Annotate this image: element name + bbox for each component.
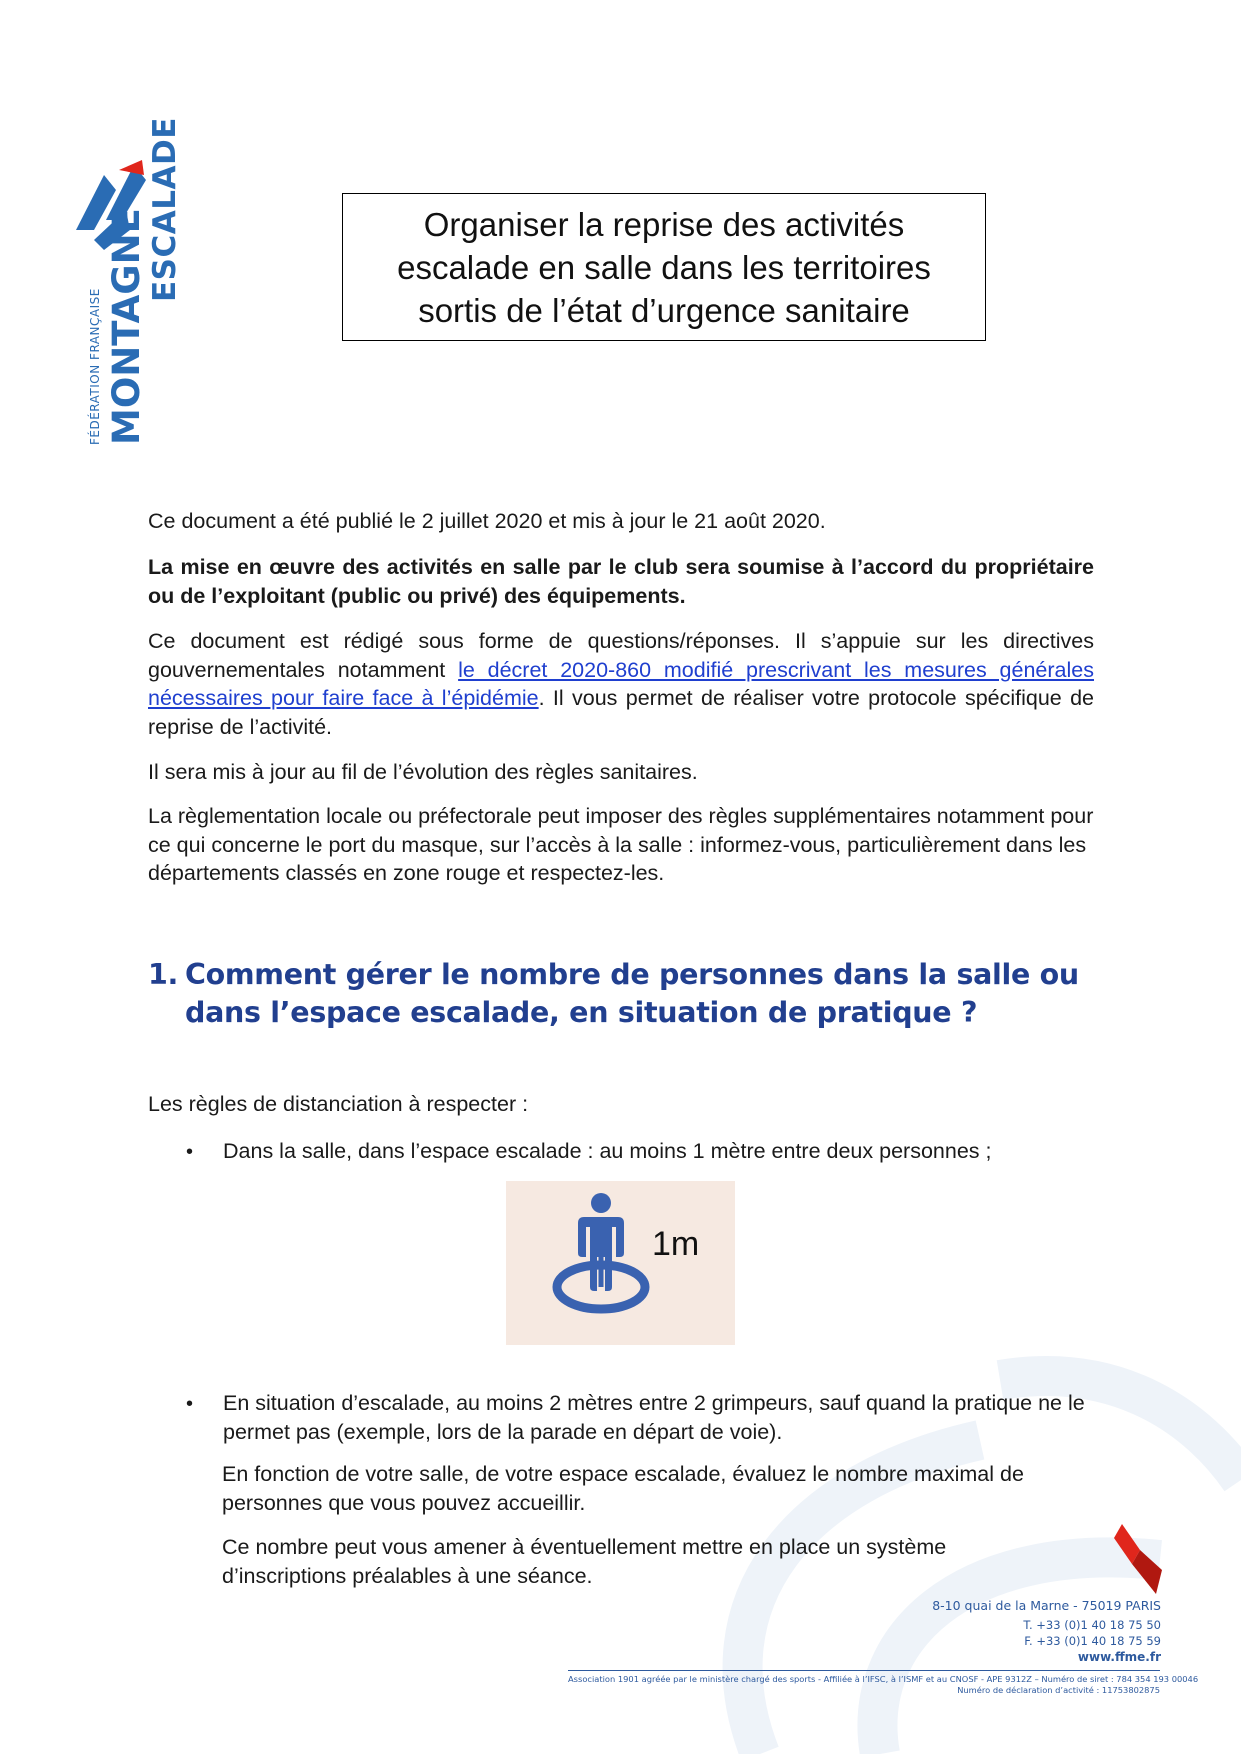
intro-text-before: Ce document est rédigé sous forme de questions/réponses. Il s’appuie sur les directives gouvernementales notamment — [148, 629, 1094, 682]
footer-legal-line-2: Numéro de déclaration d’activité : 11753802875 — [957, 1685, 1160, 1695]
distancing-rules-intro: Les règles de distanciation à respecter : — [148, 1092, 529, 1116]
ffme-logo — [64, 80, 184, 450]
warning-paragraph: La mise en œuvre des activités en salle par le club sera soumise à l’accord du propriétaire ou de l’exploitant (public ou privé) des équipements. — [148, 555, 1094, 608]
section-1-heading — [148, 956, 1098, 1032]
distance-label: 1m — [652, 1225, 700, 1263]
title-line-3: sortis de l’état d’urgence sanitaire — [418, 291, 910, 329]
bullet-item-1: Dans la salle, dans l’espace escalade : au moins 1 mètre entre deux personnes ; — [223, 1139, 992, 1163]
footer-website[interactable]: www.ffme.fr — [1077, 1650, 1161, 1664]
footer-address: 8-10 quai de la Marne - 75019 PARIS — [932, 1598, 1161, 1613]
decree-link[interactable]: le décret 2020-860 modifié prescrivant les mesures générales nécessaires pour faire face à l’épidémie — [148, 657, 1094, 710]
footer-divider — [568, 1670, 1160, 1671]
distance-illustration — [506, 1181, 735, 1345]
footer-fax: F. +33 (0)1 40 18 75 59 — [1024, 1634, 1161, 1648]
logo-line2: MONTAGNE — [105, 208, 148, 445]
bullet-dot-icon: • — [186, 1393, 194, 1415]
title-line-2: escalade en salle dans les territoires — [397, 248, 931, 286]
section-1-title: Comment gérer le nombre de personnes dans la salle ou dans l’espace escalade, en situation de pratique ? — [185, 958, 1079, 1029]
intro-paragraph — [148, 627, 1094, 741]
bullet-dot-icon: • — [186, 1141, 194, 1163]
intro-text-after: . Il vous permet de réaliser votre protocole spécifique de reprise de l’activité. — [148, 686, 1095, 739]
person-distance-icon — [506, 1181, 735, 1345]
local-rules-paragraph: La règlementation locale ou préfectorale peut imposer des règles supplémentaires notamment pour ce qui concerne le port du masque, sur l’accès à la salle : informez-vous, particulièrement dans les départements classés en zone rouge et respectez-les. — [148, 804, 1094, 885]
publication-note: Ce document a été publié le 2 juillet 2020 et mis à jour le 21 août 2020. — [148, 509, 826, 533]
capacity-paragraph: En fonction de votre salle, de votre espace escalade, évaluez le nombre maximal de personnes que vous pouvez accueillir. — [222, 1462, 1024, 1515]
ffme-footer-mark-icon — [1114, 1524, 1164, 1594]
logo-line1: FÉDÉRATION FRANÇAISE — [88, 288, 102, 445]
title-line-1: Organiser la reprise des activités — [423, 205, 905, 243]
bullet-item-2: En situation d’escalade, au moins 2 mètres entre 2 grimpeurs, sauf quand la pratique ne le permet pas (exemple, lors de la parade en départ de voie). — [223, 1391, 1085, 1444]
footer-phone: T. +33 (0)1 40 18 75 50 — [1023, 1618, 1161, 1632]
logo-line3: ESCALADE — [147, 117, 183, 302]
footer-legal-line-1: Association 1901 agréée par le ministère chargé des sports - Affiliée à l’IFSC, à l’ISMF et au CNOSF - APE 9312Z – Numéro de siret : 784 354 193 00046 — [568, 1674, 1199, 1684]
section-1-number: 1. — [148, 958, 179, 991]
registration-paragraph: Ce nombre peut vous amener à éventuellement mettre en place un système d’inscriptions préalables à une séance. — [222, 1535, 947, 1588]
document-title — [342, 193, 986, 341]
update-paragraph: Il sera mis à jour au fil de l’évolution des règles sanitaires. — [148, 760, 698, 784]
